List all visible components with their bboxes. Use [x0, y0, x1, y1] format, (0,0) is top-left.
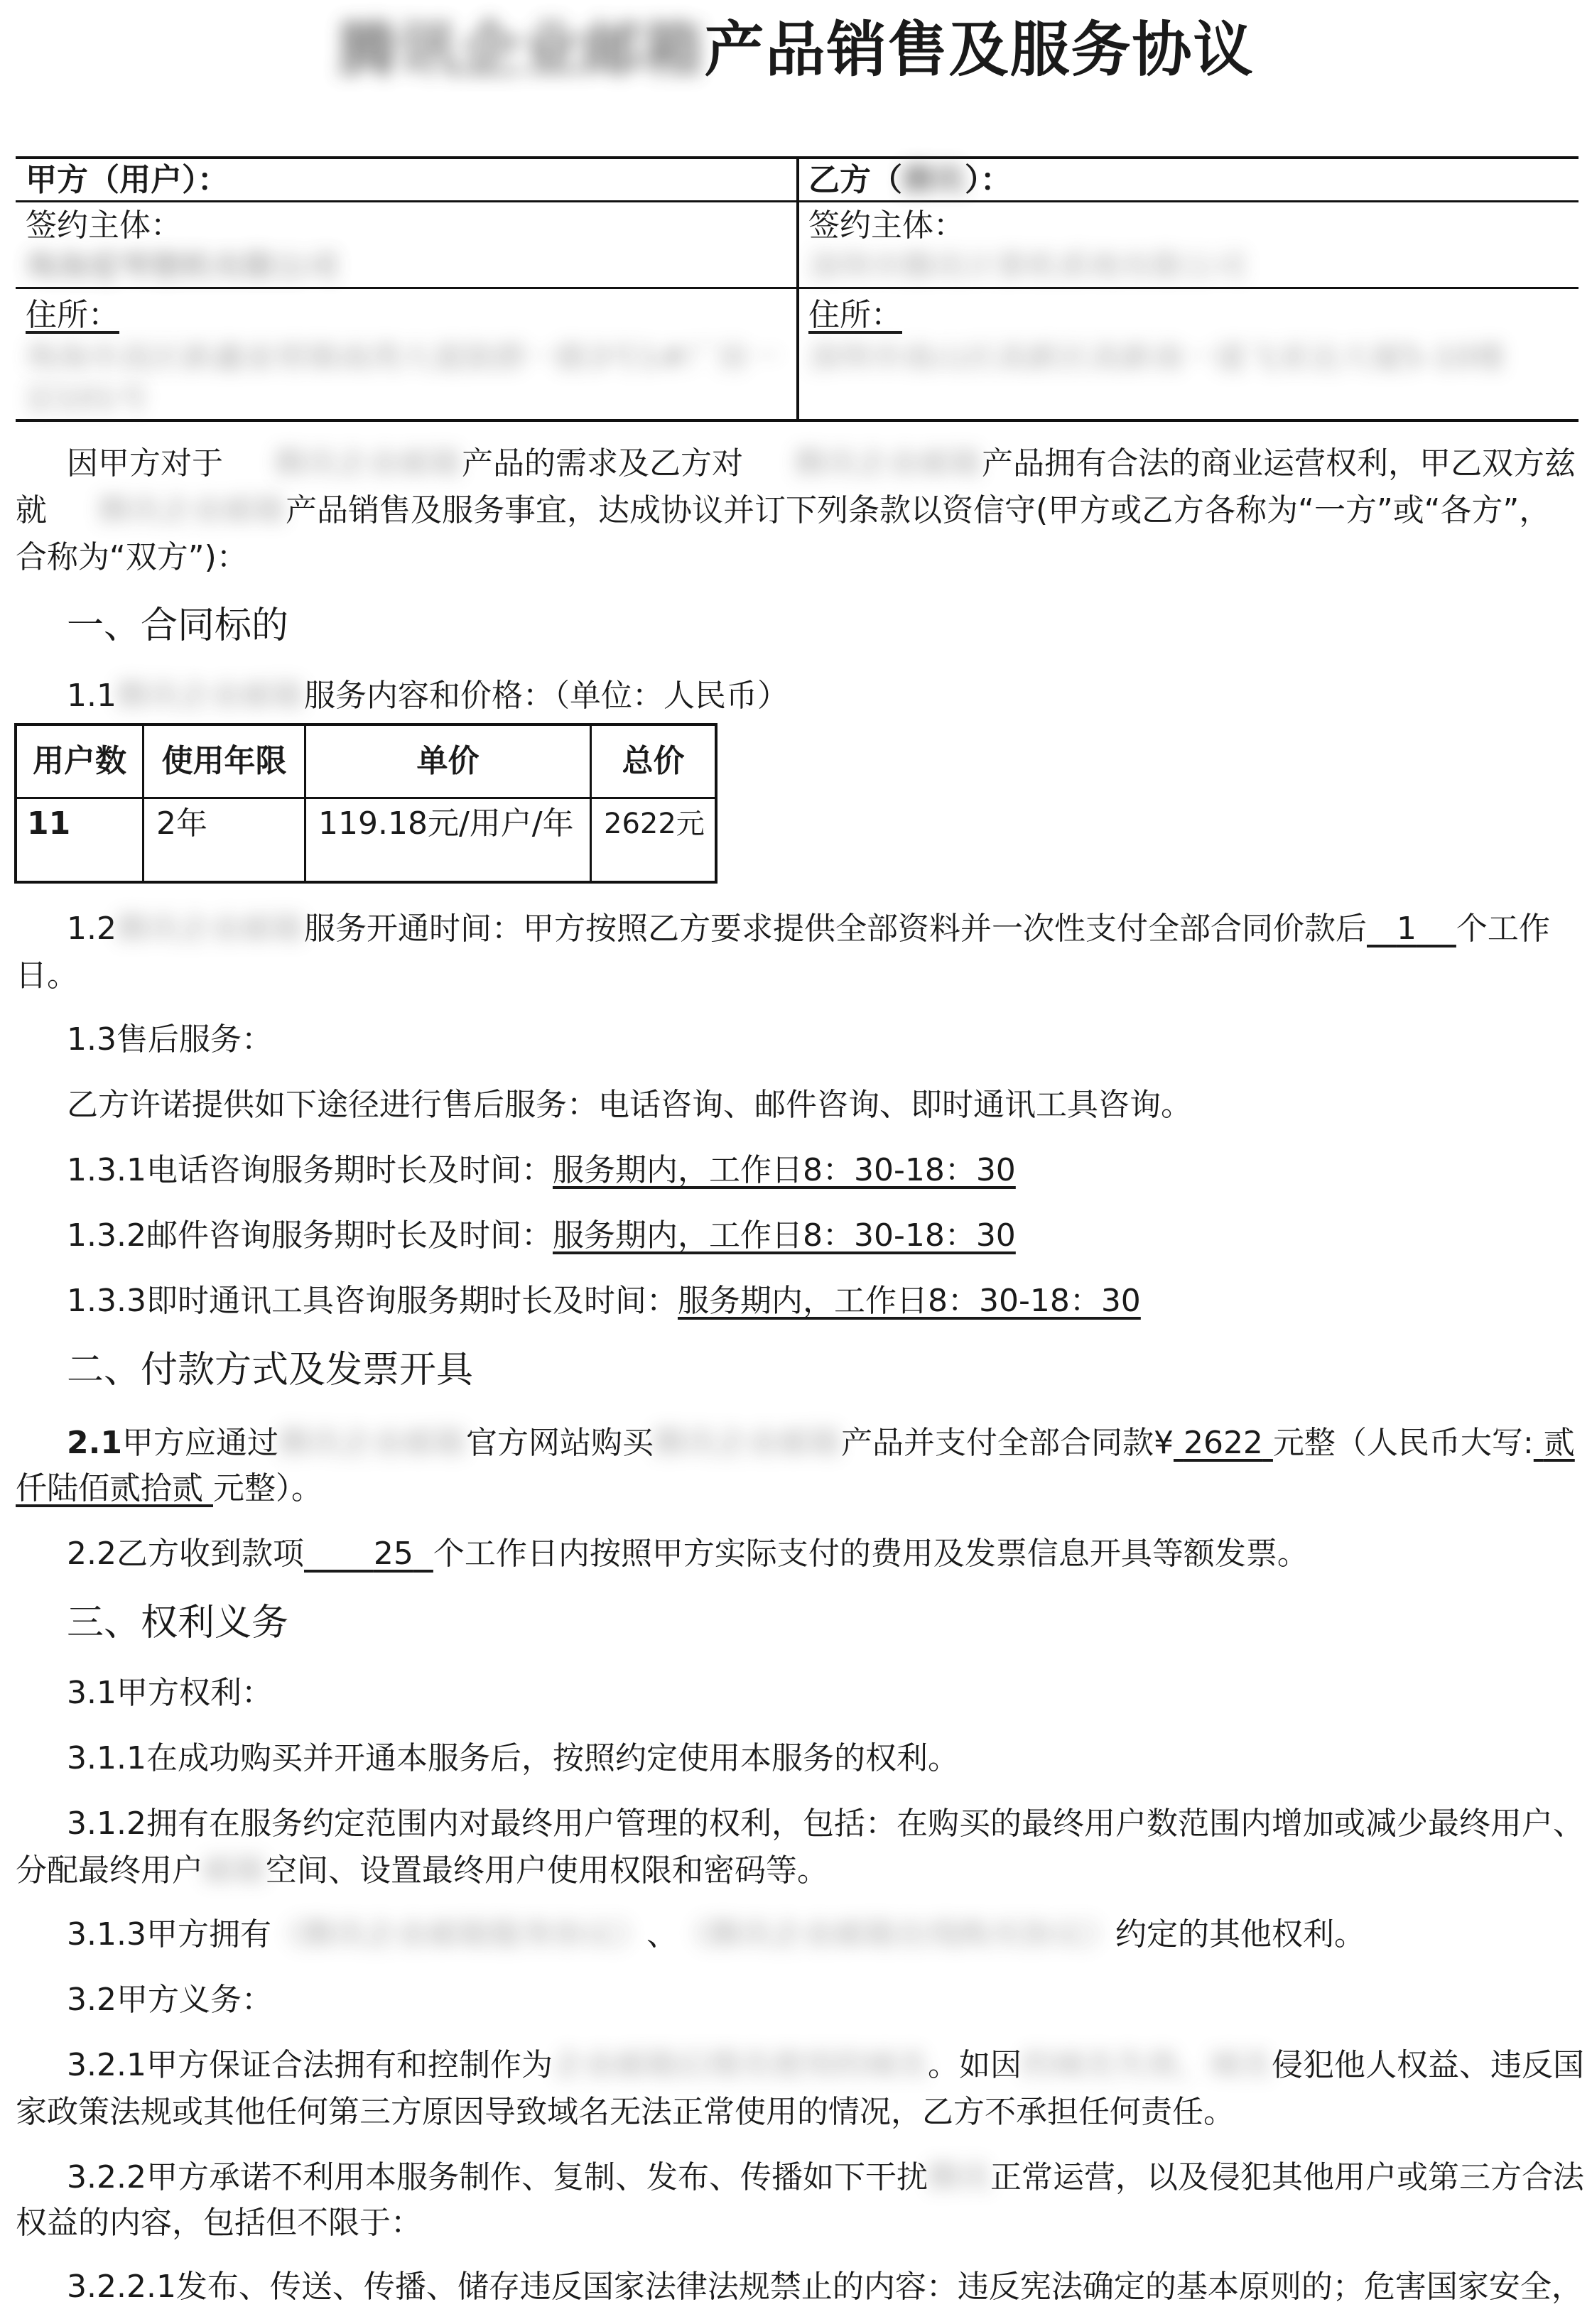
clause-3-1-1: 3.1.1在成功购买并开通本服务后，按照约定使用本服务的权利。 — [67, 1740, 959, 1776]
party-a-address-label: 住所： — [26, 297, 119, 333]
clause-3-2-1-line2: 家政策法规或其他任何第三方原因导致域名无法正常使用的情况，乙方不承担任何责任。 — [16, 2094, 1235, 2130]
document-title — [0, 7, 1592, 92]
party-b-address-label: 住所： — [808, 297, 902, 333]
party-a-address-line2: 层101号 — [26, 381, 148, 417]
party-a-header: 甲方（用户）： — [26, 162, 229, 198]
price-table-cell-users: 11 — [27, 805, 71, 842]
clause-3-1: 3.1甲方权利： — [67, 1675, 273, 1711]
party-a-address-line1: 珠海市高区新鑫家将镇南湾大道鼓群一路3号1#厂房一 — [26, 340, 779, 376]
clause-3-2-2-line2: 权益的内容，包括但不限于： — [16, 2205, 422, 2241]
price-table-header-years: 使用年限 — [161, 743, 287, 779]
clause-1-3-2: 1.3.2邮件咨询服务期时长及时间：服务期内，工作日8：30-18：30 — [67, 1217, 1016, 1254]
price-table-header-total: 总价 — [622, 743, 685, 779]
clause-2-1-line2: 仟陆佰贰拾贰 元整）。 — [16, 1470, 323, 1506]
party-b-address-line1: 深圳市南山区高新区高新南一道飞亚达大厦5-10楼 — [808, 340, 1505, 376]
clause-2-2: 2.2乙方收到款项 25 个工作日内按照甲方实际支付的费用及发票信息开具等额发票。 — [67, 1536, 1309, 1572]
title-blurred-product: 腾讯企业邮箱 — [337, 15, 705, 85]
clause-1-2-line2: 日。 — [16, 957, 78, 994]
price-table — [14, 723, 718, 884]
party-a-entity-value: 珠海爱琴狸机有限公司 — [26, 249, 338, 285]
price-table-header-unit-price: 单价 — [416, 743, 480, 779]
clause-3-2-2: 3.2.2甲方承诺不利用本服务制作、复制、发布、传播如下干扰腾讯正常运营，以及侵犯其他用户或第三方合法 — [67, 2159, 1584, 2195]
clause-1-3-1: 1.3.1电话咨询服务期时长及时间：服务期内，工作日8：30-18：30 — [67, 1152, 1016, 1188]
intro-paragraph: 因甲方对于 腾讯企业邮箱产品的需求及乙方对 腾讯企业邮箱产品拥有合法的商业运营权利，甲乙双方兹就 腾讯企业邮箱产品销售及服务事宜，达成协议并订下列条款以资信守(甲方或乙方各称为“一方”或“各方”，合称为“双方”)： — [16, 445, 1576, 575]
party-a-entity-label: 签约主体： — [26, 207, 182, 244]
clause-3-2-1: 3.2.1甲方保证合法拥有和控制作为企业邮箱后缀名使用的域名。如因的域名失效、域名侵犯他人权益、违反国 — [67, 2047, 1584, 2083]
clause-3-1-2: 3.1.2拥有在服务约定范围内对最终用户管理的权利，包括：在购买的最终用户数范围内增加或减少最终用户、 — [67, 1806, 1584, 1842]
section1-heading: 一、合同标的 — [67, 604, 289, 647]
party-b-header: 乙方（腾讯）： — [808, 162, 1012, 198]
clause-1-3: 1.3售后服务： — [67, 1021, 273, 1058]
clause-3-2: 3.2甲方义务： — [67, 1982, 273, 2018]
clause-1-2: 1.2腾讯企业邮箱服务开通时间：甲方按照乙方要求提供全部资料并一次性支付全部合同价款后 1 个工作 — [67, 911, 1550, 947]
clause-3-2-2-1: 3.2.2.1发布、传送、传播、储存违反国家法律法规禁止的内容：违反宪法确定的基本原则的；危害国家安全， — [67, 2269, 1583, 2305]
clause-2-1: 2.1甲方应通过腾讯企业邮箱官方网站购买腾讯企业邮箱产品并支付全部合同款¥ 2622 元整（人民币大写: 贰 — [67, 1425, 1575, 1461]
clause-1-3-3: 1.3.3即时通讯工具咨询服务期时长及时间：服务期内，工作日8：30-18：30 — [67, 1283, 1141, 1319]
clause-1-3-desc: 乙方许诺提供如下途径进行售后服务：电话咨询、邮件咨询、即时通讯工具咨询。 — [67, 1087, 1192, 1123]
price-table-header-users: 用户数 — [33, 743, 126, 779]
clause-3-1-2-line2: 分配最终用户邮箱空间、设置最终用户使用权限和密码等。 — [16, 1852, 828, 1889]
price-table-cell-years: 2年 — [156, 805, 207, 842]
clause-1-1: 1.1腾讯企业邮箱服务内容和价格：（单位：人民币） — [67, 678, 789, 714]
parties-divider — [796, 156, 799, 422]
party-b-entity-value: 深圳市腾讯计算机系统有限公司 — [808, 249, 1246, 285]
price-table-cell-unit-price: 119.18元/用户/年 — [318, 805, 574, 842]
section2-heading: 二、付款方式及发票开具 — [67, 1349, 474, 1391]
parties-table — [16, 156, 1579, 422]
section3-heading: 三、权利义务 — [67, 1602, 289, 1644]
title-main: 产品销售及服务协议 — [704, 15, 1255, 85]
party-b-entity-label: 签约主体： — [808, 207, 965, 244]
price-table-cell-total: 2622元 — [604, 808, 705, 840]
clause-3-1-3: 3.1.3甲方拥有《腾讯企业邮箱服务协议》、《腾讯企业邮箱在线购买协议》约定的其他权利。 — [67, 1916, 1365, 1953]
